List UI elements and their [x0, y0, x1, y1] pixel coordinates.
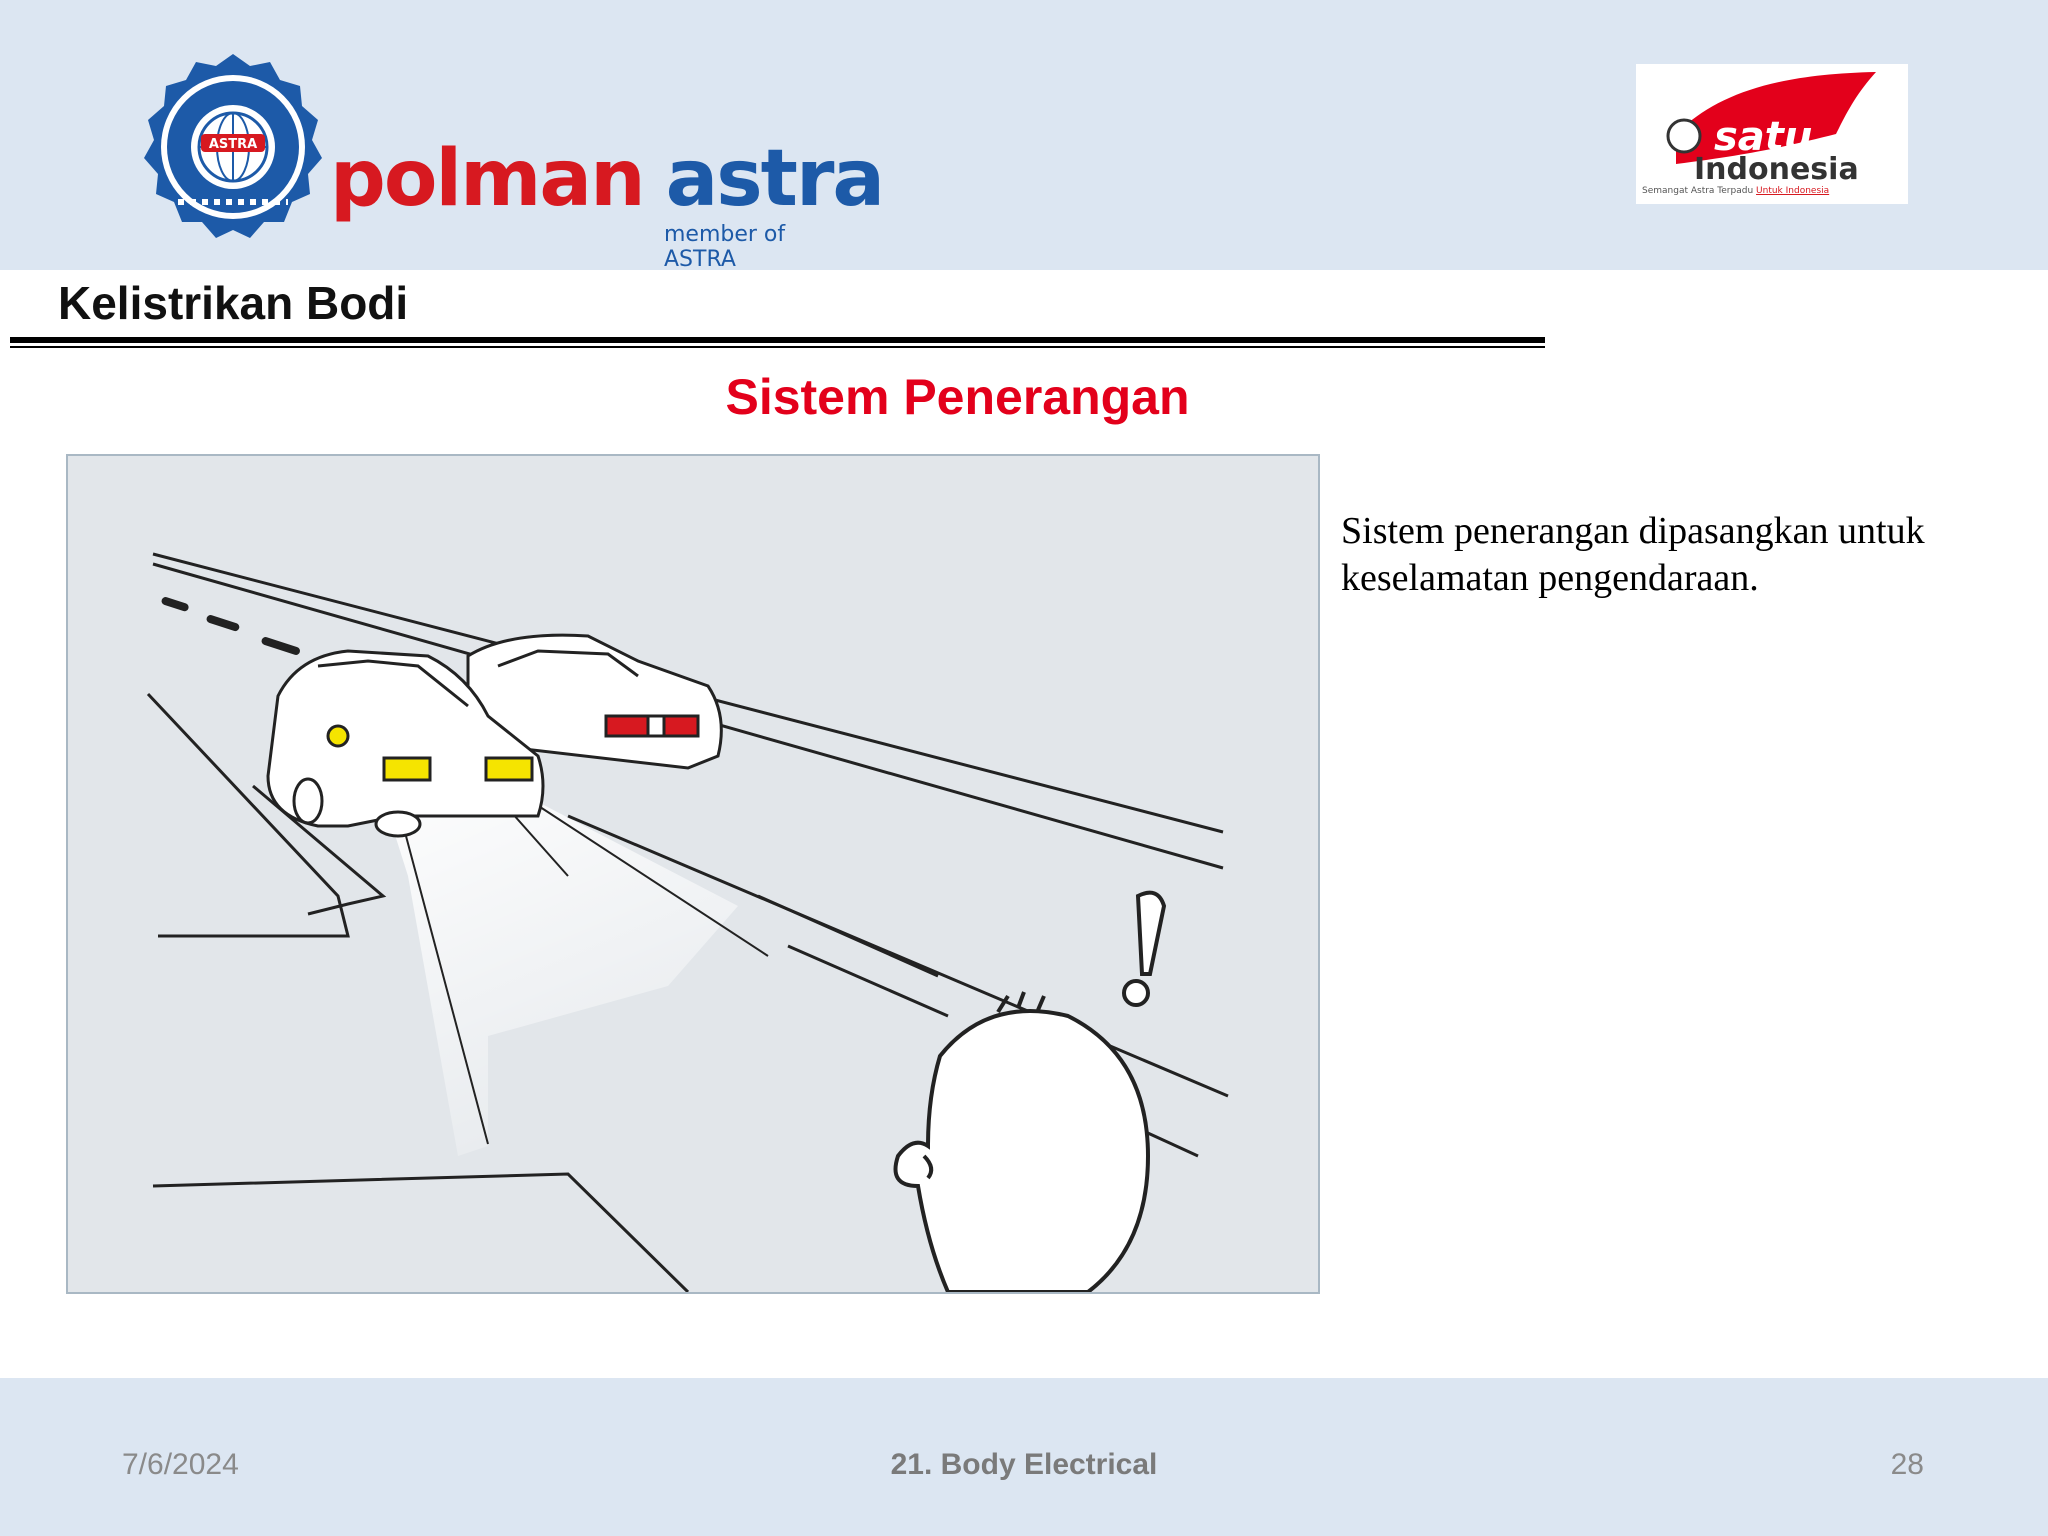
- road-scene-drawing: [68, 456, 1318, 1292]
- footer-title: 21. Body Electrical: [890, 1448, 1158, 1481]
- footer-date: 7/6/2024: [122, 1448, 239, 1481]
- indonesia-word: Indonesia: [1694, 152, 1859, 187]
- brand-primary: polman: [330, 134, 644, 224]
- satu-tagline: Semangat Astra Terpadu Untuk Indonesia: [1642, 186, 1830, 196]
- body-text: Sistem penerangan dipasangkan untuk keselamatan pengendaraan.: [1341, 510, 1925, 599]
- exclamation-icon: [1124, 893, 1164, 1005]
- satu-indonesia-logo: [1636, 64, 1908, 204]
- slide-title: Sistem Penerangan: [725, 369, 1190, 425]
- title-rule-thin: [10, 346, 1545, 348]
- section-title: Kelistrikan Bodi: [58, 277, 409, 329]
- polman-seal-icon: [138, 52, 328, 242]
- svg-text:ASTRA: ASTRA: [208, 137, 258, 152]
- title-rule-thick: [10, 337, 1545, 343]
- lighting-illustration: [66, 454, 1320, 1294]
- brand-wordmark: [330, 134, 884, 224]
- slide-header: [0, 0, 2048, 270]
- page-number: 28: [1890, 1448, 1924, 1481]
- slide-footer: [0, 1378, 2048, 1536]
- brand-secondary: astra: [665, 134, 884, 224]
- polman-astra-logo: [138, 52, 884, 272]
- member-of-astra-text: member of ASTRA: [664, 222, 786, 272]
- person-head: [896, 992, 1149, 1292]
- satu-word: satu: [1714, 114, 1813, 160]
